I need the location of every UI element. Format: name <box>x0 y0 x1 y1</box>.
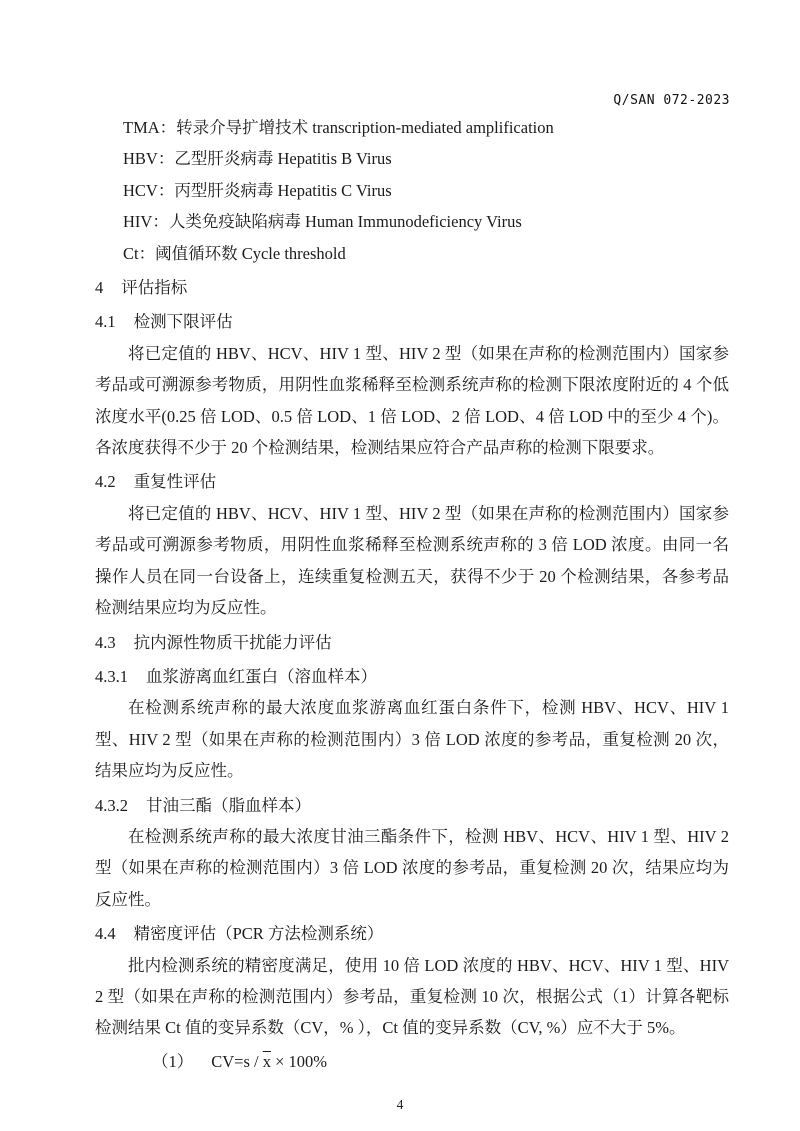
section-number: 4.4 <box>95 924 116 944</box>
section-heading-4-3-2 <box>95 790 729 821</box>
section-number: 4.1 <box>95 312 116 332</box>
page-number: 4 <box>396 1097 404 1112</box>
abbreviation-line-hcv: HCV：丙型肝炎病毒 Hepatitis C Virus <box>123 180 392 200</box>
formula-xbar: $\overline{x}$ <box>262 1051 271 1071</box>
abbreviation-line-hiv: HIV：人类免疫缺陷病毒 Human Immunodeficiency Virus <box>123 212 522 232</box>
section-title: 精密度评估（PCR 方法检测系统） <box>133 924 384 944</box>
section-title: 血浆游离血红蛋白（溶血样本） <box>146 666 377 686</box>
section-number: 4.2 <box>95 472 116 492</box>
section-heading-4-1 <box>95 306 729 337</box>
section-paragraph-4-3-1: 在检测系统声称的最大浓度血浆游离血红蛋白条件下，检测 HBV、HCV、HIV 1 型、HIV 2 型（如果在声称的检测范围内）3 倍 LOD 浓度的参考品，重复检测 20 次，结果应均为反应性。 <box>95 698 729 781</box>
section-number: 4 <box>95 278 104 298</box>
section-title: 抗内源性物质干扰能力评估 <box>133 632 332 652</box>
abbreviation-line-hbv: HBV：乙型肝炎病毒 Hepatitis B Virus <box>123 149 392 169</box>
abbreviation-line-ct: Ct：阈值循环数 Cycle threshold <box>123 243 346 263</box>
section-paragraph-4-4: 批内检测系统的精密度满足，使用 10 倍 LOD 浓度的 HBV、HCV、HIV 1 型、HIV 2 型（如果在声称的检测范围内）参考品，重复检测 10 次，根据公式（1）计算各靶标检测结果 Ct 值的变异系数（CV，% ），Ct 值的变异系数（CV, %）应不大于 5%。 <box>95 955 729 1038</box>
formula-pre: CV=s / <box>211 1051 263 1071</box>
section-number: 4.3 <box>95 632 116 652</box>
document-content <box>95 112 729 1077</box>
section-paragraph-4-2: 将已定值的 HBV、HCV、HIV 1 型、HIV 2 型（如果在声称的检测范围内）国家参考品或可溯源参考物质，用阴性血浆稀释至检测系统声称的 3 倍 LOD 浓度。由同一名操作人员在同一台设备上，连续重复检测五天，获得不少于 20 个检测结果，各参考品检测结果应均为反应性。 <box>95 503 729 618</box>
section-paragraph-4-3-2: 在检测系统声称的最大浓度甘油三酯条件下，检测 HBV、HCV、HIV 1 型、HIV 2 型（如果在声称的检测范围内）3 倍 LOD 浓度的参考品，重复检测 20 次，结果应均为反应性。 <box>95 826 729 909</box>
formula-expression <box>211 1052 327 1071</box>
doc-number-header: Q/SAN 072-2023 <box>613 93 730 108</box>
section-title: 检测下限评估 <box>133 312 233 332</box>
section-number: 4.3.2 <box>95 795 128 815</box>
section-heading-4-3-1 <box>95 661 729 692</box>
section-title: 重复性评估 <box>133 472 217 492</box>
section-heading-4-2 <box>95 466 729 497</box>
abbreviation-line-tma: TMA：转录介导扩增技术 transcription-mediated amplification <box>123 118 554 137</box>
section-title: 甘油三酯（脂血样本） <box>146 795 311 815</box>
formula-post: × 100% <box>270 1051 328 1071</box>
formula-number: （1） <box>152 1051 194 1071</box>
formula-cv <box>95 1046 729 1077</box>
section-heading-4-4 <box>95 918 729 949</box>
section-heading-4 <box>95 272 729 303</box>
section-paragraph-4-1: 将已定值的 HBV、HCV、HIV 1 型、HIV 2 型（如果在声称的检测范围内）国家参考品或可溯源参考物质，用阴性血浆稀释至检测系统声称的检测下限浓度附近的 4 个低浓度水平(0.25 倍 LOD、0.5 倍 LOD、1 倍 LOD、2 倍 LOD、4 倍 LOD 中的至少 4 个)。各浓度获得不少于 20 个检测结果，检测结果应符合产品声称的检测下限要求。 <box>95 343 729 458</box>
section-title: 评估指标 <box>121 278 188 298</box>
section-number: 4.3.1 <box>95 666 128 686</box>
section-heading-4-3 <box>95 627 729 658</box>
